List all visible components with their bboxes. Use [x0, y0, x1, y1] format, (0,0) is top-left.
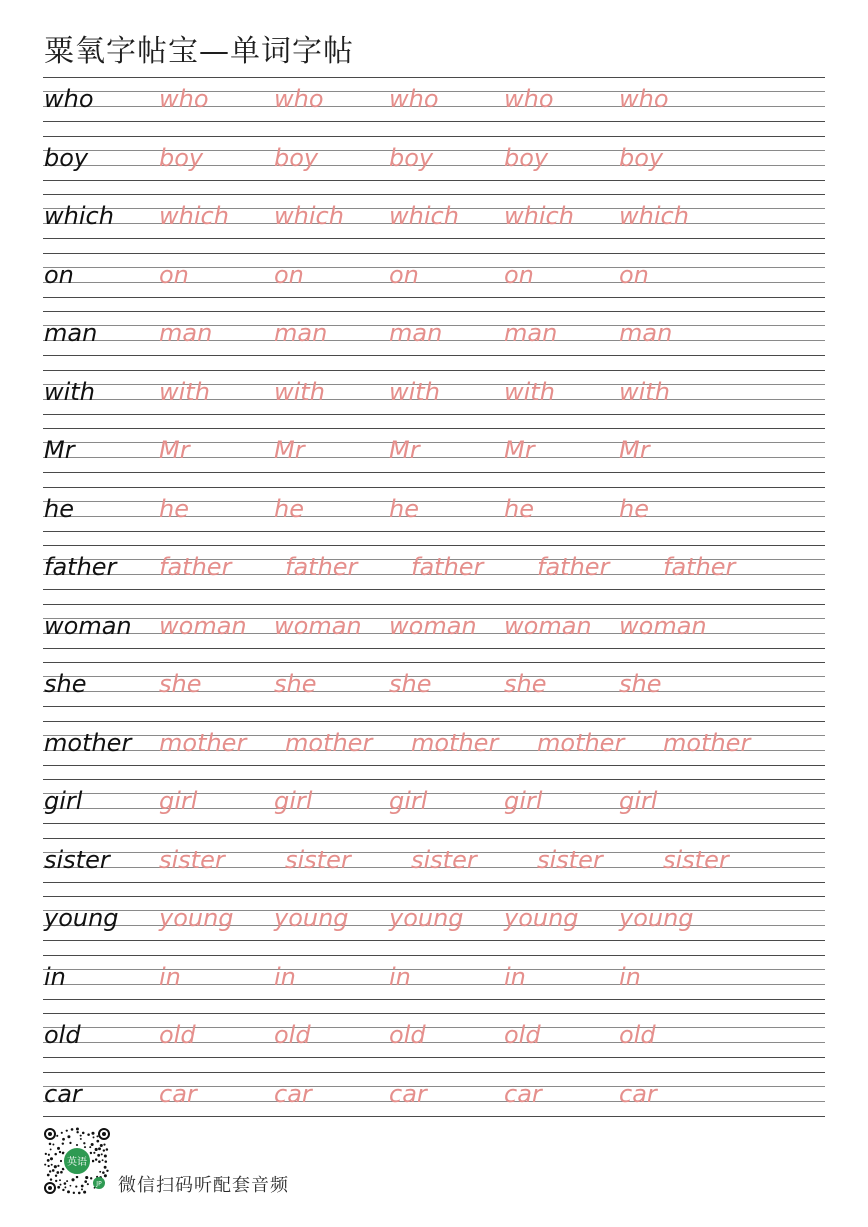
guide-line — [43, 180, 825, 181]
guide-line — [43, 648, 825, 649]
qr-dot — [47, 1159, 50, 1162]
qr-dot — [99, 1171, 101, 1173]
practice-row — [43, 428, 825, 472]
trace-word: car — [389, 1079, 427, 1108]
trace-word: on — [274, 260, 304, 289]
trace-word: Mr — [619, 436, 650, 464]
qr-dot — [98, 1160, 101, 1163]
trace-word: young — [619, 904, 694, 932]
qr-dot — [66, 1130, 68, 1132]
trace-word: mother — [159, 728, 247, 757]
trace-word: he — [159, 494, 189, 523]
trace-word: he — [619, 494, 649, 523]
trace-word: she — [504, 670, 547, 698]
qr-dot — [64, 1182, 67, 1185]
practice-row — [43, 955, 825, 999]
trace-word: man — [274, 319, 328, 347]
trace-word: sister — [411, 845, 477, 874]
trace-word: father — [663, 553, 736, 581]
practice-row — [43, 194, 825, 238]
trace-word: Mr — [389, 436, 420, 464]
trace-word: man — [389, 319, 443, 347]
trace-word: who — [274, 85, 324, 113]
guide-line — [43, 940, 825, 941]
qr-dot — [93, 1152, 95, 1154]
model-word: boy — [44, 143, 89, 172]
trace-word: on — [619, 260, 649, 289]
guide-line — [43, 1072, 825, 1073]
model-word: she — [44, 670, 87, 698]
trace-word: with — [619, 377, 670, 406]
practice-row — [43, 77, 825, 121]
qr-dot — [60, 1184, 62, 1186]
qr-dot — [100, 1144, 103, 1147]
qr-dot — [78, 1192, 81, 1195]
trace-word: old — [619, 1021, 656, 1049]
qr-dot — [97, 1154, 100, 1157]
trace-word: which — [619, 202, 689, 230]
trace-word: Mr — [504, 436, 535, 464]
guide-line — [43, 1013, 825, 1014]
trace-word: she — [619, 670, 662, 698]
model-word: girl — [44, 787, 83, 815]
trace-word: she — [389, 670, 432, 698]
trace-word: man — [504, 319, 558, 347]
guide-line — [43, 370, 825, 371]
trace-word: sister — [663, 845, 729, 874]
qr-dot — [83, 1191, 86, 1194]
guide-line — [43, 721, 825, 722]
qr-dot — [67, 1135, 70, 1138]
model-word: man — [44, 319, 98, 347]
qr-dot — [98, 1147, 101, 1150]
qr-dot — [50, 1157, 53, 1160]
guide-line — [43, 765, 825, 766]
qr-dot — [96, 1135, 98, 1137]
trace-word: mother — [285, 728, 373, 757]
qr-dot — [71, 1178, 74, 1181]
trace-word: which — [274, 202, 344, 230]
trace-word: woman — [504, 611, 592, 640]
trace-word: with — [504, 377, 555, 406]
guide-line — [43, 253, 825, 254]
qr-dot — [56, 1135, 58, 1137]
qr-corner-badge-text: JP — [96, 1180, 102, 1188]
trace-word: with — [389, 377, 440, 406]
trace-word: mother — [537, 728, 625, 757]
trace-word: sister — [159, 845, 225, 874]
trace-word: in — [159, 962, 181, 991]
trace-word: on — [504, 260, 534, 289]
trace-word: on — [389, 260, 419, 289]
trace-word: he — [504, 494, 534, 523]
guide-line — [43, 194, 825, 195]
practice-row — [43, 311, 825, 355]
trace-word: Mr — [159, 436, 190, 464]
trace-word: he — [274, 494, 304, 523]
guide-line — [43, 1057, 825, 1058]
qr-dot — [91, 1143, 94, 1146]
model-word: who — [44, 85, 94, 113]
practice-row — [43, 253, 825, 297]
trace-word: she — [159, 670, 202, 698]
trace-word: car — [619, 1079, 657, 1108]
guide-line — [43, 662, 825, 663]
qr-dot — [59, 1151, 61, 1153]
practice-row — [43, 545, 825, 589]
trace-word: father — [285, 553, 358, 581]
qr-dot — [44, 1164, 46, 1166]
trace-word: man — [619, 319, 673, 347]
qr-dot — [85, 1176, 88, 1179]
trace-word: old — [274, 1021, 311, 1049]
qr-finder-dot — [48, 1186, 52, 1190]
practice-row — [43, 838, 825, 882]
trace-word: girl — [504, 787, 543, 815]
qr-dot — [93, 1136, 95, 1138]
practice-row — [43, 662, 825, 706]
qr-dot — [73, 1192, 75, 1194]
practice-row — [43, 779, 825, 823]
qr-dot — [67, 1190, 70, 1193]
qr-finder-dot — [48, 1132, 52, 1136]
trace-word: young — [274, 904, 349, 932]
trace-word: on — [159, 260, 189, 289]
model-word: car — [44, 1079, 82, 1108]
trace-word: mother — [411, 728, 499, 757]
guide-line — [43, 838, 825, 839]
trace-word: father — [537, 553, 610, 581]
practice-row — [43, 370, 825, 414]
qr-dot — [50, 1178, 52, 1180]
guide-line — [43, 1116, 825, 1117]
trace-word: who — [619, 85, 669, 113]
qr-dot — [49, 1143, 52, 1146]
trace-word: boy — [274, 143, 319, 172]
trace-word: girl — [619, 787, 658, 815]
qr-dot — [49, 1170, 51, 1172]
guide-line — [43, 589, 825, 590]
qr-dot — [76, 1144, 78, 1146]
qr-dot — [76, 1128, 79, 1131]
trace-word: boy — [619, 143, 664, 172]
practice-row — [43, 896, 825, 940]
qr-dot — [87, 1133, 90, 1136]
practice-row — [43, 604, 825, 648]
guide-line — [43, 487, 825, 488]
qr-dot — [103, 1144, 105, 1146]
qr-dot — [83, 1142, 85, 1144]
guide-line — [43, 136, 825, 137]
trace-word: which — [159, 202, 229, 230]
model-word: he — [44, 494, 74, 523]
qr-dot — [92, 1160, 95, 1163]
qr-dot — [55, 1175, 57, 1177]
trace-word: sister — [285, 845, 351, 874]
qr-dot — [48, 1165, 50, 1167]
footer-caption: 微信扫码听配套音频 — [118, 1175, 289, 1196]
trace-word: in — [504, 962, 526, 991]
trace-word: boy — [389, 143, 434, 172]
qr-dot — [101, 1153, 103, 1155]
trace-word: father — [411, 553, 484, 581]
qr-dot — [91, 1132, 94, 1135]
guide-line — [43, 238, 825, 239]
qr-dot — [104, 1154, 107, 1157]
practice-row — [43, 721, 825, 765]
trace-word: girl — [274, 787, 313, 815]
qr-code — [42, 1126, 112, 1196]
trace-word: woman — [274, 611, 362, 640]
qr-dot — [66, 1180, 68, 1182]
qr-dot — [84, 1146, 86, 1148]
qr-dot — [48, 1154, 50, 1156]
qr-dot — [90, 1177, 92, 1179]
qr-dot — [45, 1153, 47, 1155]
model-word: Mr — [44, 436, 75, 464]
trace-word: young — [504, 904, 579, 932]
qr-dot — [103, 1149, 105, 1151]
qr-dot — [51, 1164, 53, 1166]
model-word: mother — [44, 728, 132, 757]
qr-dot — [55, 1180, 57, 1182]
qr-dot — [106, 1170, 108, 1172]
qr-dot — [96, 1140, 99, 1143]
trace-word: sister — [537, 845, 603, 874]
qr-dot — [64, 1186, 66, 1188]
trace-word: man — [159, 319, 213, 347]
qr-dot — [105, 1160, 108, 1163]
guide-line — [43, 999, 825, 1000]
qr-dot — [104, 1174, 107, 1177]
qr-dot — [84, 1180, 87, 1183]
model-word: sister — [44, 845, 110, 874]
qr-dot — [102, 1159, 104, 1161]
qr-dot — [60, 1160, 62, 1162]
model-word: woman — [44, 611, 132, 640]
trace-word: boy — [159, 143, 204, 172]
practice-row — [43, 1013, 825, 1057]
trace-word: girl — [389, 787, 428, 815]
qr-dot — [62, 1142, 64, 1144]
guide-line — [43, 77, 825, 78]
qr-dot — [60, 1171, 63, 1174]
qr-dot — [95, 1148, 98, 1151]
qr-dot — [62, 1138, 65, 1141]
qr-dot — [82, 1132, 85, 1135]
trace-word: which — [389, 202, 459, 230]
qr-dot — [81, 1185, 84, 1188]
guide-line — [43, 472, 825, 473]
guide-line — [43, 311, 825, 312]
trace-word: boy — [504, 143, 549, 172]
qr-dot — [87, 1183, 89, 1185]
qr-dot — [71, 1128, 74, 1131]
page-title: 粟氧字帖宝—单词字帖 — [44, 34, 354, 69]
qr-dot — [81, 1188, 83, 1190]
guide-line — [43, 531, 825, 532]
qr-dot — [56, 1171, 59, 1174]
qr-dot — [102, 1171, 105, 1174]
guide-line — [43, 706, 825, 707]
qr-dot — [47, 1174, 50, 1177]
qr-dot — [75, 1186, 77, 1188]
guide-line — [43, 545, 825, 546]
trace-word: he — [389, 494, 419, 523]
trace-word: in — [274, 962, 296, 991]
qr-dot — [59, 1179, 61, 1181]
model-word: young — [44, 904, 119, 932]
trace-word: with — [274, 377, 325, 406]
qr-finder-dot — [102, 1132, 106, 1136]
trace-word: in — [389, 962, 411, 991]
qr-dot — [69, 1142, 71, 1144]
qr-dot — [54, 1165, 57, 1168]
model-word: on — [44, 260, 74, 289]
qr-dot — [95, 1158, 97, 1160]
qr-dot — [57, 1147, 60, 1150]
trace-word: which — [504, 202, 574, 230]
guide-line — [43, 355, 825, 356]
trace-word: old — [159, 1021, 196, 1049]
guide-line — [43, 121, 825, 122]
trace-word: who — [389, 85, 439, 113]
trace-word: father — [159, 553, 232, 581]
trace-word: who — [159, 85, 209, 113]
model-word: with — [44, 377, 95, 406]
model-word: in — [44, 962, 66, 991]
qr-dot — [76, 1131, 78, 1133]
trace-word: young — [159, 904, 234, 932]
trace-word: she — [274, 670, 317, 698]
trace-word: woman — [159, 611, 247, 640]
qr-dot — [61, 1132, 63, 1134]
qr-dot — [76, 1176, 79, 1179]
guide-line — [43, 428, 825, 429]
qr-dot — [70, 1185, 72, 1187]
qr-dot — [52, 1169, 55, 1172]
trace-word: old — [389, 1021, 426, 1049]
trace-word: young — [389, 904, 464, 932]
trace-word: car — [159, 1079, 197, 1108]
trace-word: girl — [159, 787, 198, 815]
qr-dot — [104, 1166, 107, 1169]
qr-dot — [80, 1135, 82, 1137]
guide-line — [43, 297, 825, 298]
qr-dot — [50, 1148, 52, 1150]
trace-word: in — [619, 962, 641, 991]
trace-word: woman — [619, 611, 707, 640]
qr-dot — [57, 1165, 59, 1167]
model-word: old — [44, 1021, 81, 1049]
qr-dot — [57, 1186, 60, 1189]
qr-dot — [106, 1148, 109, 1151]
trace-word: car — [274, 1079, 312, 1108]
model-word: which — [44, 202, 114, 230]
qr-dot — [89, 1146, 91, 1148]
guide-line — [43, 604, 825, 605]
trace-word: old — [504, 1021, 541, 1049]
model-word: father — [44, 553, 117, 581]
guide-line — [43, 896, 825, 897]
trace-word: with — [159, 377, 210, 406]
qr-dot — [52, 1144, 54, 1146]
trace-word: Mr — [274, 436, 305, 464]
guide-line — [43, 955, 825, 956]
trace-word: car — [504, 1079, 542, 1108]
qr-dot — [62, 1189, 64, 1191]
practice-row — [43, 136, 825, 180]
trace-word: who — [504, 85, 554, 113]
trace-word: woman — [389, 611, 477, 640]
guide-line — [43, 779, 825, 780]
qr-dot — [80, 1138, 82, 1140]
guide-line — [43, 882, 825, 883]
practice-sheet — [43, 77, 825, 1130]
qr-badge-text: 英语 — [67, 1157, 87, 1168]
trace-word: mother — [663, 728, 751, 757]
practice-row — [43, 1072, 825, 1116]
practice-row — [43, 487, 825, 531]
guide-line — [43, 414, 825, 415]
guide-line — [43, 823, 825, 824]
qr-dot — [54, 1153, 57, 1156]
